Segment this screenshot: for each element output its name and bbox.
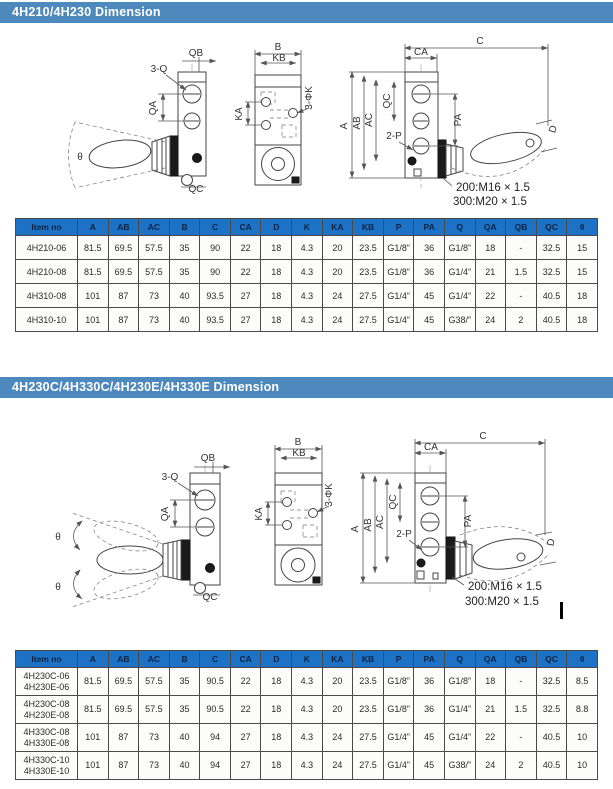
value-cell: -	[506, 668, 537, 696]
value-cell: 36	[414, 696, 445, 724]
column-header: PA	[414, 651, 445, 668]
dim-label-ac: AC	[364, 113, 375, 127]
value-cell: 69.5	[108, 696, 139, 724]
item-no-line: 4H330C-10	[23, 754, 70, 765]
item-no-line: 4H230C-06	[23, 670, 70, 681]
value-cell: 40	[169, 284, 200, 308]
column-header: B	[169, 219, 200, 236]
dim-label-qc: QC	[188, 184, 204, 195]
value-cell: 73	[139, 284, 170, 308]
item-no-cell	[16, 668, 78, 696]
dim-label-ka: KA	[254, 507, 265, 521]
value-cell: 20	[322, 236, 353, 260]
value-cell: 87	[108, 284, 139, 308]
value-cell: 32.5	[536, 696, 567, 724]
value-cell: G1/4”	[383, 724, 414, 752]
value-cell: 90.5	[200, 696, 231, 724]
value-cell: 73	[139, 752, 170, 780]
column-header: QB	[506, 219, 537, 236]
value-cell: 40.5	[536, 284, 567, 308]
column-header: CA	[230, 651, 261, 668]
value-cell: 40	[169, 724, 200, 752]
dim-label-c: C	[479, 431, 487, 442]
dim-label-qb: QB	[200, 453, 216, 464]
value-cell: 32.5	[536, 236, 567, 260]
dim-label-ca: CA	[424, 442, 438, 453]
value-cell: 94	[200, 724, 231, 752]
table-row	[16, 696, 598, 724]
column-header: A	[78, 219, 109, 236]
value-cell: 15	[567, 260, 598, 284]
value-cell: 24	[322, 752, 353, 780]
value-cell: 20	[322, 260, 353, 284]
value-cell: 10	[567, 724, 598, 752]
value-cell: 27.5	[353, 752, 384, 780]
column-header: QB	[506, 651, 537, 668]
lever-knob	[88, 137, 153, 171]
column-header: QA	[475, 219, 506, 236]
value-cell: 90.5	[200, 668, 231, 696]
table-row	[16, 668, 598, 696]
column-header: Q	[444, 219, 475, 236]
value-cell: 45	[414, 284, 445, 308]
dim-label-3q: 3-Q	[150, 64, 168, 75]
table-row	[16, 308, 598, 332]
dim-label-qc2: QC	[382, 93, 393, 109]
stray-mark	[560, 602, 563, 619]
value-cell: G38/”	[444, 308, 475, 332]
value-cell: 24	[475, 308, 506, 332]
value-cell: 101	[78, 284, 109, 308]
value-cell: 32.5	[536, 668, 567, 696]
value-cell: 90	[200, 260, 231, 284]
value-cell: G1/4”	[383, 752, 414, 780]
column-header: QC	[536, 651, 567, 668]
value-cell: G38/”	[444, 752, 475, 780]
front-view-drawing	[234, 42, 315, 185]
dim-label-b: B	[294, 437, 302, 448]
dim-label-c: C	[476, 36, 484, 47]
value-cell: 93.5	[200, 308, 231, 332]
item-no-cell	[16, 724, 78, 752]
item-no-line: 4H330E-08	[23, 737, 70, 748]
value-cell: 69.5	[108, 236, 139, 260]
column-header: Q	[444, 651, 475, 668]
column-header: Item no	[16, 651, 78, 668]
exhaust-port	[417, 559, 425, 567]
dim-label-3phik: 3-ΦK	[324, 483, 335, 507]
side-view-drawing	[69, 48, 217, 195]
value-cell: 8.8	[567, 696, 598, 724]
value-cell: 81.5	[78, 668, 109, 696]
value-cell: 4.3	[292, 696, 323, 724]
dim-label-ac: AC	[375, 515, 386, 529]
dim-label-ab: AB	[363, 518, 374, 532]
thread-spec-200: 200:M16 × 1.5	[468, 581, 542, 593]
header-row	[16, 219, 598, 236]
column-header: θ	[567, 219, 598, 236]
value-cell: 23.5	[353, 668, 384, 696]
value-cell: 36	[414, 668, 445, 696]
value-cell: 35	[169, 696, 200, 724]
column-header: Item no	[16, 219, 78, 236]
value-cell: 73	[139, 724, 170, 752]
dim-label-kb: KB	[292, 448, 306, 459]
thread-spec-300: 300:M20 × 1.5	[453, 196, 527, 208]
value-cell: 101	[78, 752, 109, 780]
value-cell: 23.5	[353, 236, 384, 260]
value-cell: G1/8”	[383, 696, 414, 724]
section2-title-bar	[0, 377, 613, 398]
value-cell: 40.5	[536, 308, 567, 332]
mount-hole	[289, 109, 298, 118]
dim-label-b: B	[274, 42, 282, 53]
item-no-cell	[16, 752, 78, 780]
value-cell: 69.5	[108, 668, 139, 696]
column-header: AC	[139, 651, 170, 668]
column-header: C	[200, 219, 231, 236]
dim-label-pa: PA	[463, 514, 474, 528]
column-header: QA	[475, 651, 506, 668]
dim-label-d: D	[547, 124, 560, 135]
value-cell: 18	[261, 260, 292, 284]
table-row	[16, 724, 598, 752]
value-cell: G1/4”	[444, 260, 475, 284]
value-cell: 18	[261, 284, 292, 308]
mount-hole	[283, 498, 292, 507]
value-cell: 18	[567, 284, 598, 308]
dim-label-theta: θ	[77, 152, 83, 163]
value-cell: 4.3	[292, 308, 323, 332]
value-cell: 27.5	[353, 724, 384, 752]
column-header: K	[292, 651, 323, 668]
item-no-line: 4H230E-06	[23, 681, 70, 692]
table-row	[16, 284, 598, 308]
value-cell: 2	[506, 752, 537, 780]
item-no-line: 4H230C-08	[23, 698, 70, 709]
item-no-line: 4H330C-08	[23, 726, 70, 737]
item-no-cell: 4H310-08	[16, 284, 78, 308]
lever-view-drawing	[350, 431, 563, 619]
column-header: K	[292, 219, 323, 236]
value-cell: 4.3	[292, 260, 323, 284]
header-row	[16, 651, 598, 668]
value-cell: 22	[230, 696, 261, 724]
lever-collar	[181, 540, 190, 580]
dim-label-d: D	[545, 537, 558, 548]
column-header: C	[200, 651, 231, 668]
value-cell: 10	[567, 752, 598, 780]
value-cell: G1/4”	[444, 284, 475, 308]
dim-label-2p: 2-P	[386, 131, 402, 142]
dim-label-2p: 2-P	[396, 529, 412, 540]
value-cell: 22	[230, 236, 261, 260]
value-cell: G1/8”	[444, 668, 475, 696]
section1-title: 4H210/4H230 Dimension	[12, 5, 161, 19]
dim-label-theta-lower: θ	[55, 582, 61, 593]
value-cell: 90	[200, 236, 231, 260]
value-cell: 81.5	[78, 236, 109, 260]
value-cell: 18	[261, 696, 292, 724]
exhaust-port	[206, 564, 215, 573]
thread-spec-300: 300:M20 × 1.5	[465, 596, 539, 608]
value-cell: 35	[169, 236, 200, 260]
value-cell: 23.5	[353, 260, 384, 284]
column-header: AB	[108, 219, 139, 236]
value-cell: 87	[108, 752, 139, 780]
value-cell: 40	[169, 308, 200, 332]
value-cell: 4.3	[292, 284, 323, 308]
mount-hole	[262, 121, 271, 130]
column-header: AC	[139, 219, 170, 236]
value-cell: 18	[261, 308, 292, 332]
value-cell: 36	[414, 236, 445, 260]
value-cell: 21	[475, 696, 506, 724]
value-cell: 87	[108, 724, 139, 752]
mount-hole	[262, 98, 271, 107]
value-cell: 40.5	[536, 724, 567, 752]
value-cell: 8.5	[567, 668, 598, 696]
value-cell: G1/8”	[383, 236, 414, 260]
section1-title-bar	[0, 2, 613, 23]
value-cell: 36	[414, 260, 445, 284]
column-header: B	[169, 651, 200, 668]
value-cell: 18	[475, 236, 506, 260]
value-cell: 35	[169, 668, 200, 696]
value-cell: 73	[139, 308, 170, 332]
value-cell: 22	[475, 724, 506, 752]
value-cell: 94	[200, 752, 231, 780]
value-cell: 18	[261, 752, 292, 780]
dim-label-qc: QC	[202, 592, 218, 603]
value-cell: 101	[78, 308, 109, 332]
value-cell: -	[506, 284, 537, 308]
value-cell: 18	[261, 668, 292, 696]
column-header: QC	[536, 219, 567, 236]
value-cell: 23.5	[353, 696, 384, 724]
value-cell: 2	[506, 308, 537, 332]
dim-label-theta-upper: θ	[55, 532, 61, 543]
lever-collar	[170, 136, 178, 176]
dim-label-qc2: QC	[388, 494, 399, 510]
value-cell: 40.5	[536, 752, 567, 780]
column-header: KB	[353, 651, 384, 668]
item-no-cell: 4H310-10	[16, 308, 78, 332]
value-cell: 24	[322, 724, 353, 752]
value-cell: 101	[78, 724, 109, 752]
value-cell: 22	[475, 284, 506, 308]
dimension-table-2	[15, 650, 598, 780]
side-view-drawing	[55, 453, 230, 607]
value-cell: 22	[230, 260, 261, 284]
value-cell: 27	[230, 308, 261, 332]
dim-label-qb: QB	[188, 48, 204, 59]
section1-drawing	[0, 30, 613, 216]
item-no-line: 4H230E-08	[23, 709, 70, 720]
dim-label-kb: KB	[272, 53, 286, 64]
value-cell: G1/8”	[383, 668, 414, 696]
front-view-drawing	[254, 437, 335, 585]
column-header: D	[261, 651, 292, 668]
item-no-cell	[16, 696, 78, 724]
value-cell: 45	[414, 308, 445, 332]
value-cell: -	[506, 724, 537, 752]
column-header: KA	[322, 219, 353, 236]
value-cell: 18	[261, 236, 292, 260]
dim-label-a: A	[339, 122, 350, 130]
value-cell: 4.3	[292, 724, 323, 752]
dimension-table-1	[15, 218, 598, 332]
value-cell: 27	[230, 752, 261, 780]
value-cell: 4.3	[292, 236, 323, 260]
exhaust-port	[408, 157, 416, 165]
value-cell: 45	[414, 752, 445, 780]
value-cell: 24	[475, 752, 506, 780]
value-cell: 57.5	[139, 696, 170, 724]
value-cell: 18	[567, 308, 598, 332]
value-cell: 27	[230, 724, 261, 752]
value-cell: 81.5	[78, 696, 109, 724]
column-header: PA	[414, 219, 445, 236]
value-cell: 21	[475, 260, 506, 284]
table-row	[16, 236, 598, 260]
dim-label-ab: AB	[352, 116, 363, 130]
value-cell: 87	[108, 308, 139, 332]
value-cell: 18	[261, 724, 292, 752]
column-header: CA	[230, 219, 261, 236]
column-header: AB	[108, 651, 139, 668]
value-cell: 27.5	[353, 308, 384, 332]
dim-label-3q: 3-Q	[161, 472, 179, 483]
value-cell: 4.3	[292, 668, 323, 696]
value-cell: 57.5	[139, 236, 170, 260]
value-cell: 1.5	[506, 696, 537, 724]
dim-label-qa: QA	[160, 506, 171, 522]
value-cell: 4.3	[292, 752, 323, 780]
section2-title: 4H230C/4H330C/4H230E/4H330E Dimension	[12, 380, 280, 394]
value-cell: G1/4”	[383, 284, 414, 308]
column-header: P	[383, 651, 414, 668]
value-cell: G1/8”	[444, 236, 475, 260]
column-header: P	[383, 219, 414, 236]
value-cell: 35	[169, 260, 200, 284]
value-cell: G1/4”	[383, 308, 414, 332]
item-no-cell: 4H210-08	[16, 260, 78, 284]
dim-label-pa: PA	[453, 113, 464, 127]
item-no-line: 4H330E-10	[23, 765, 70, 776]
thread-spec-200: 200:M16 × 1.5	[456, 182, 530, 194]
value-cell: 81.5	[78, 260, 109, 284]
dim-label-ca: CA	[414, 47, 428, 58]
dim-label-ka: KA	[234, 107, 245, 121]
value-cell: 27	[230, 284, 261, 308]
value-cell: 27.5	[353, 284, 384, 308]
value-cell: G1/4”	[444, 724, 475, 752]
value-cell: 15	[567, 236, 598, 260]
table-row	[16, 260, 598, 284]
value-cell: G1/4”	[444, 696, 475, 724]
item-no-cell: 4H210-06	[16, 236, 78, 260]
dim-label-qa: QA	[148, 100, 159, 116]
value-cell: 69.5	[108, 260, 139, 284]
value-cell: G1/8”	[383, 260, 414, 284]
value-cell: 22	[230, 668, 261, 696]
column-header: D	[261, 219, 292, 236]
value-cell: 1.5	[506, 260, 537, 284]
value-cell: 57.5	[139, 668, 170, 696]
exhaust-port	[193, 154, 202, 163]
mount-hole	[283, 521, 292, 530]
value-cell: 20	[322, 668, 353, 696]
value-cell: 18	[475, 668, 506, 696]
dim-label-a: A	[350, 525, 361, 533]
lever-collar	[446, 537, 455, 579]
section2-drawing	[0, 423, 613, 647]
value-cell: 45	[414, 724, 445, 752]
value-cell: 24	[322, 308, 353, 332]
dim-label-3phik: 3-ΦK	[304, 86, 315, 110]
column-header: A	[78, 651, 109, 668]
value-cell: 20	[322, 696, 353, 724]
lever-knob	[468, 127, 544, 169]
value-cell: 32.5	[536, 260, 567, 284]
column-header: θ	[567, 651, 598, 668]
value-cell: 93.5	[200, 284, 231, 308]
mount-hole	[309, 509, 318, 518]
value-cell: 57.5	[139, 260, 170, 284]
value-cell: -	[506, 236, 537, 260]
column-header: KB	[353, 219, 384, 236]
value-cell: 40	[169, 752, 200, 780]
lever-view-drawing	[339, 36, 560, 208]
table-row	[16, 752, 598, 780]
value-cell: 24	[322, 284, 353, 308]
column-header: KA	[322, 651, 353, 668]
